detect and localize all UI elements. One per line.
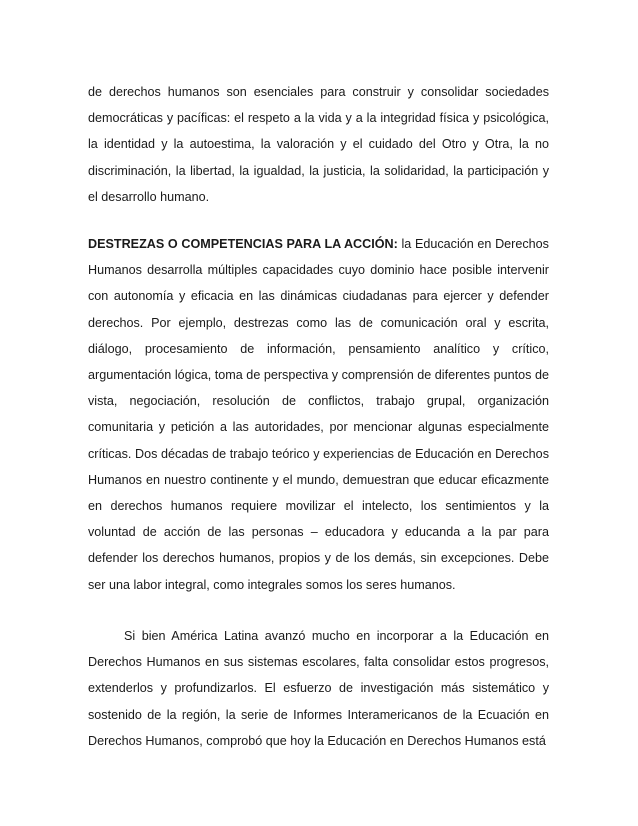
paragraph-destrezas-body: la Educación en Derechos Humanos desarrolla múltiples capacidades cuyo dominio hace posible intervenir con autonomía y eficacia en las dinámicas ciudadanas para ejercer y defender derechos. Por ejemplo, destrezas como las de comunicación oral y escrita, diálogo, procesamiento de información, pensamiento analítico y crítico, argumentación lógica, toma de perspectiva y comprensión de diferentes puntos de vista, negociación, resolución de conflictos, trabajo grupal, organización comunitaria y petición a las autoridades, por mencionar algunas especialmente críticas. Dos décadas de trabajo teórico y experiencias de Educación en Derechos Humanos en nuestro continente y el mundo, demuestran que educar eficazmente en derechos humanos requiere movilizar el intelecto, los sentimientos y la voluntad de acción de las personas – educadora y educanda a la par para defender los derechos humanos, propios y de los demás, sin excepciones. Debe ser una labor integral, como integrales somos los seres humanos. [88, 237, 549, 592]
inline-heading-destrezas: DESTREZAS O COMPETENCIAS PARA LA ACCIÓN: [88, 237, 398, 251]
paragraph-america-latina: Si bien América Latina avanzó mucho en incorporar a la Educación en Derechos Humanos en sus sistemas escolares, falta consolidar estos progresos, extenderlos y profundizarlos. El esfuerzo de investigación más sistemático y sostenido de la región, la serie de Informes Interamericanos de la Ecuación en Derechos Humanos, comprobó que hoy la Educación en Derechos Humanos está [88, 629, 549, 748]
paragraph-intro-continuation: de derechos humanos son esenciales para construir y consolidar sociedades democráticas y pacíficas: el respeto a la vida y a la integridad física y psicológica, la identidad y la autoestima, la valoración y el cuidado del Otro y Otra, la no discriminación, la libertad, la igualdad, la justicia, la solidaridad, la participación y el desarrollo humano. [88, 85, 549, 204]
paragraph-destrezas [88, 231, 549, 598]
